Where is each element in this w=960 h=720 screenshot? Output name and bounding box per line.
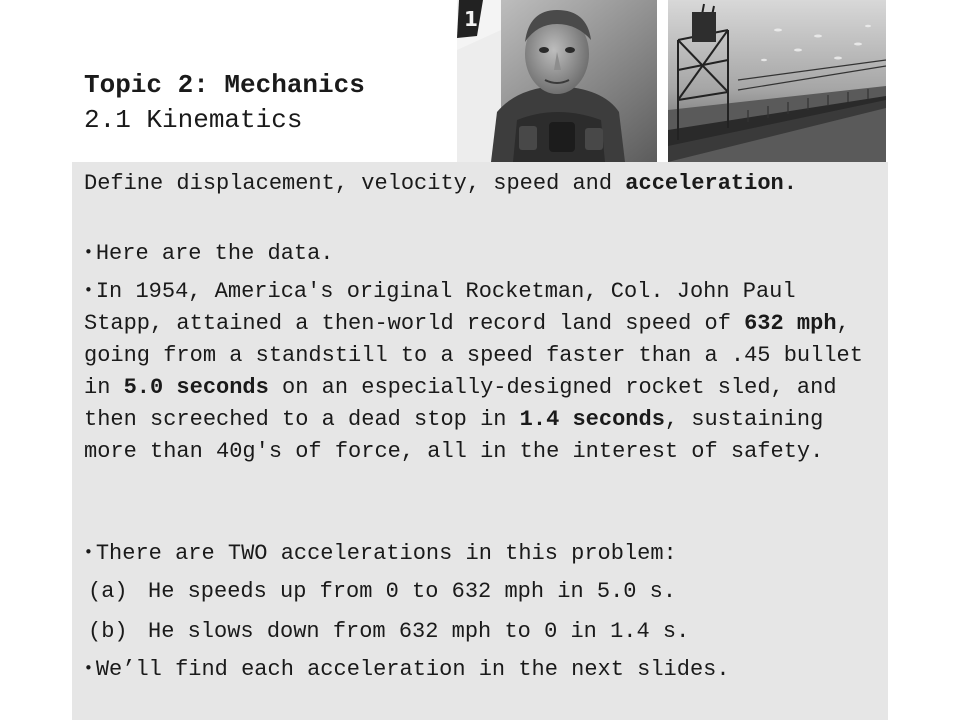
slide-body	[72, 162, 888, 720]
story-text-4: , sustaining more than 40g's of force, all in the interest of safety.	[84, 407, 824, 464]
bullet-icon: •	[84, 659, 93, 677]
bullet-icon: •	[84, 281, 93, 299]
story-text-3: on an especially-designed rocket sled, and then screeched to a dead stop in	[84, 375, 837, 432]
stapp-portrait-photo	[457, 0, 657, 162]
sub-item-a-label: (a)	[88, 579, 128, 604]
bullet-data-intro	[84, 238, 334, 270]
bullet-stapp-story	[84, 276, 874, 468]
bullet-two-accelerations	[84, 538, 677, 570]
sub-item-b-text: He slows down from 632 mph to 0 in 1.4 s.	[148, 619, 690, 644]
story-text-2: , going from a standstill to a speed faster than a .45 bullet in	[84, 311, 863, 400]
rocket-sled-image	[668, 0, 886, 162]
slide-title-block	[84, 68, 365, 138]
stapp-portrait-image	[457, 0, 657, 162]
bullet-data-intro-text: Here are the data.	[95, 241, 334, 266]
next-slides-text: We’ll find each acceleration in the next slides.	[95, 657, 730, 682]
story-decel-time-highlight: 1.4 seconds	[519, 407, 665, 432]
story-text-1: In 1954, America's original Rocketman, Col. John Paul Stapp, attained a then-world record land speed of	[84, 279, 796, 336]
sub-item-b	[88, 616, 689, 648]
photo-badge-number: 1	[464, 7, 478, 31]
bullet-icon: •	[84, 243, 93, 261]
objective-text-start: Define displacement, velocity, speed and	[84, 171, 626, 196]
slide-title: Topic 2: Mechanics	[84, 70, 365, 100]
bullet-next-slides	[84, 654, 730, 686]
two-accelerations-text: There are TWO accelerations in this problem:	[95, 541, 677, 566]
objective-text-bold: acceleration.	[625, 171, 797, 196]
rocket-sled-photo	[668, 0, 886, 162]
story-accel-time-highlight: 5.0 seconds	[123, 375, 269, 400]
slide-subtitle: 2.1 Kinematics	[84, 105, 303, 135]
bullet-icon: •	[84, 543, 93, 561]
sub-item-a	[88, 576, 676, 608]
sub-item-a-text: He speeds up from 0 to 632 mph in 5.0 s.	[148, 579, 677, 604]
story-speed-highlight: 632 mph	[744, 311, 837, 336]
sub-item-b-label: (b)	[88, 619, 128, 644]
objective-text	[84, 168, 797, 200]
